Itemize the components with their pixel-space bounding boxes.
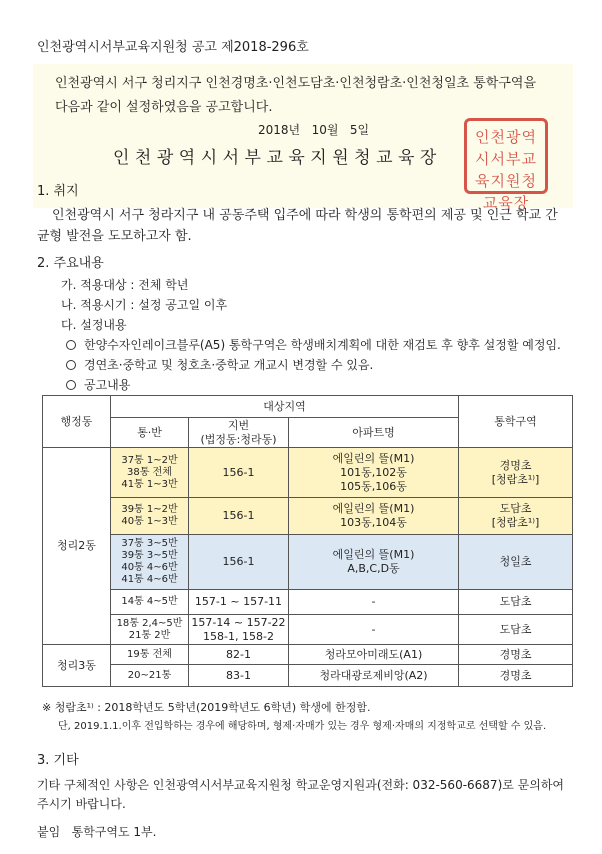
notice-number: 인천광역시서부교육지원청 공고 제2018-296호 <box>37 40 309 55</box>
cell-tong <box>111 615 189 645</box>
section3-body-line-1: 기타 구체적인 사항은 인천광역시서부교육지원청 학교운영지원과(전화: 032-560-6687)로 문의하여 <box>37 778 565 792</box>
apt-line: 103동,104동 <box>340 516 407 529</box>
section3-body-line-2: 주시기 바랍니다. <box>37 797 126 811</box>
official-seal <box>464 118 548 212</box>
cell-apartment <box>289 665 459 687</box>
jibun-line: 156-1 <box>222 509 255 522</box>
tong-line: 39통 1~2반 <box>121 504 178 515</box>
school-line: 청일초 <box>499 555 532 568</box>
cell-tong <box>111 498 189 535</box>
intro-line-2: 다음과 같이 설정하였음을 공고합니다. <box>55 100 273 115</box>
table-row <box>43 535 573 590</box>
cell-jibun <box>189 498 289 535</box>
school-line: 도담초 <box>499 502 532 515</box>
bullet-2-text: 경연초·중학교 및 청호초·중학교 개교시 변경할 수 있음. <box>84 358 374 372</box>
section1-body-line-2: 균형 발전을 도모하고자 함. <box>37 229 192 244</box>
cell-dong-cheongri2: 청리2동 <box>43 448 111 645</box>
school-line: [청람초¹⁾] <box>491 472 540 486</box>
tong-line: 39통 3~5반 <box>121 550 178 561</box>
cell-tong <box>111 665 189 687</box>
school-line: 도담초 <box>499 622 532 636</box>
cell-jibun <box>189 645 289 665</box>
school-zone-table <box>42 395 573 687</box>
cell-apartment <box>289 645 459 665</box>
bullet-2 <box>66 358 373 373</box>
table-row <box>43 665 573 687</box>
jibun-line: 157-1 ~ 157-11 <box>194 595 283 608</box>
table-header-row <box>43 396 573 418</box>
cell-dong-cheongri3: 청리3동 <box>43 645 111 687</box>
jibun-line: 156-1 <box>222 465 255 479</box>
agency-title: 인천광역시서부교육지원청교육장 <box>113 148 442 168</box>
table-row <box>43 645 573 665</box>
circle-bullet-icon <box>66 380 76 390</box>
school-line: 경명초 <box>499 668 532 682</box>
bullet-1-text: 한양수자인레이크블루(A5) 통학구역은 학생배치계획에 대한 재검토 후 향후 설정할 예정임. <box>84 338 561 352</box>
school-line: 경명초 <box>499 458 532 472</box>
header-tong-ban: 통·반 <box>111 418 189 448</box>
tong-line: 20~21통 <box>127 669 172 681</box>
tong-line: 18통 2,4~5반 <box>116 617 183 629</box>
bullet-1 <box>66 338 561 353</box>
apt-line: 청라모아미래도(A1) <box>324 647 423 661</box>
jibun-line: 158-1, 158-2 <box>203 629 274 643</box>
bullet-3-text: 공고내용 <box>84 378 131 392</box>
tong-line: 21통 2반 <box>128 629 171 641</box>
section1-heading: 1. 취지 <box>37 184 79 199</box>
tong-line: 19통 전체 <box>127 648 172 660</box>
tong-line: 40통 4~6반 <box>121 562 178 573</box>
section3-heading: 3. 기타 <box>37 753 79 768</box>
jibun-line: 156-1 <box>222 555 255 568</box>
table-row <box>43 448 573 498</box>
school-line: [청람초¹⁾] <box>491 516 540 529</box>
apt-line: 에일린의 뜰(M1) <box>332 502 415 515</box>
circle-bullet-icon <box>66 340 76 350</box>
section2-heading: 2. 주요내용 <box>37 256 104 271</box>
apt-line: - <box>371 622 376 636</box>
school-line: 경명초 <box>499 647 532 661</box>
school-line: 도담초 <box>499 595 532 608</box>
cell-tong <box>111 448 189 498</box>
tong-line: 14통 4~5반 <box>121 596 178 607</box>
apt-line: - <box>371 595 376 608</box>
header-apartment: 아파트명 <box>289 418 459 448</box>
apt-line: A,B,C,D동 <box>347 562 400 575</box>
item-ga: 가. 적용대상 : 전체 학년 <box>61 278 189 292</box>
cell-apartment <box>289 535 459 590</box>
cell-jibun <box>189 615 289 645</box>
tong-line: 37통 1~2반 <box>121 454 178 466</box>
cell-school <box>459 645 573 665</box>
circle-bullet-icon <box>66 360 76 370</box>
header-admin-dong: 행정동 <box>43 396 111 448</box>
cell-apartment <box>289 448 459 498</box>
tong-line: 41통 1~3반 <box>121 478 178 490</box>
header-school-zone: 통학구역 <box>459 396 573 448</box>
section1-body-line-1: 인천광역시 서구 청라지구 내 공동주택 입주에 따라 학생의 통학편의 제공 및 인근 학교 간 <box>52 208 558 223</box>
header-jibun <box>189 418 289 448</box>
apt-line: 101동,102동 <box>340 465 407 479</box>
notice-date: 2018년 10월 5일 <box>258 123 370 137</box>
tong-line: 40통 1~3반 <box>121 516 178 527</box>
intro-line-1: 인천광역시 서구 청리지구 인천경명초·인천도담초·인천청람초·인천청일초 통학구역을 <box>55 76 537 91</box>
footnote-line-2: 단, 2019.1.1.이후 전입학하는 경우에 해당하며, 형제·자매가 있는 경우 형제·자매의 지정학교로 선택할 수 있음. <box>58 721 547 732</box>
jibun-line: 82-1 <box>226 647 251 661</box>
header-jibun-line-1: 지번 <box>227 418 250 432</box>
header-target-area: 대상지역 <box>111 396 459 418</box>
cell-tong <box>111 590 189 615</box>
cell-jibun <box>189 535 289 590</box>
jibun-line: 157-14 ~ 157-22 <box>191 615 286 629</box>
cell-school <box>459 535 573 590</box>
jibun-line: 83-1 <box>226 668 251 682</box>
cell-apartment <box>289 615 459 645</box>
header-jibun-line-2: (법정동:청라동) <box>200 432 277 446</box>
tong-line: 38통 전체 <box>127 466 172 478</box>
cell-jibun <box>189 590 289 615</box>
cell-apartment <box>289 498 459 535</box>
cell-school <box>459 615 573 645</box>
item-da: 다. 설정내용 <box>61 318 127 332</box>
tong-line: 41통 4~6반 <box>121 574 178 585</box>
apt-line: 청라대광로제비앙(A2) <box>319 668 428 682</box>
apt-line: 105동,106동 <box>340 479 407 493</box>
cell-jibun <box>189 665 289 687</box>
table-row <box>43 615 573 645</box>
cell-apartment <box>289 590 459 615</box>
bullet-3 <box>66 378 130 393</box>
apt-line: 에일린의 뜰(M1) <box>332 451 415 465</box>
cell-school <box>459 590 573 615</box>
item-na: 나. 적용시기 : 설정 공고일 이후 <box>61 298 228 312</box>
attachment-note: 붙임 통학구역도 1부. <box>37 825 157 839</box>
cell-jibun <box>189 448 289 498</box>
footnote-line-1: ※ 청람초¹⁾ : 2018학년도 5학년(2019학년도 6학년) 학생에 한정함. <box>42 701 371 714</box>
cell-tong <box>111 645 189 665</box>
table-row <box>43 498 573 535</box>
cell-school <box>459 665 573 687</box>
apt-line: 에일린의 뜰(M1) <box>332 548 415 561</box>
seal-lettering: 인천광역시서부교육지원청교육장 <box>475 128 537 212</box>
tong-line: 37통 3~5반 <box>121 538 178 549</box>
cell-school <box>459 448 573 498</box>
cell-tong <box>111 535 189 590</box>
cell-school <box>459 498 573 535</box>
table-row <box>43 590 573 615</box>
